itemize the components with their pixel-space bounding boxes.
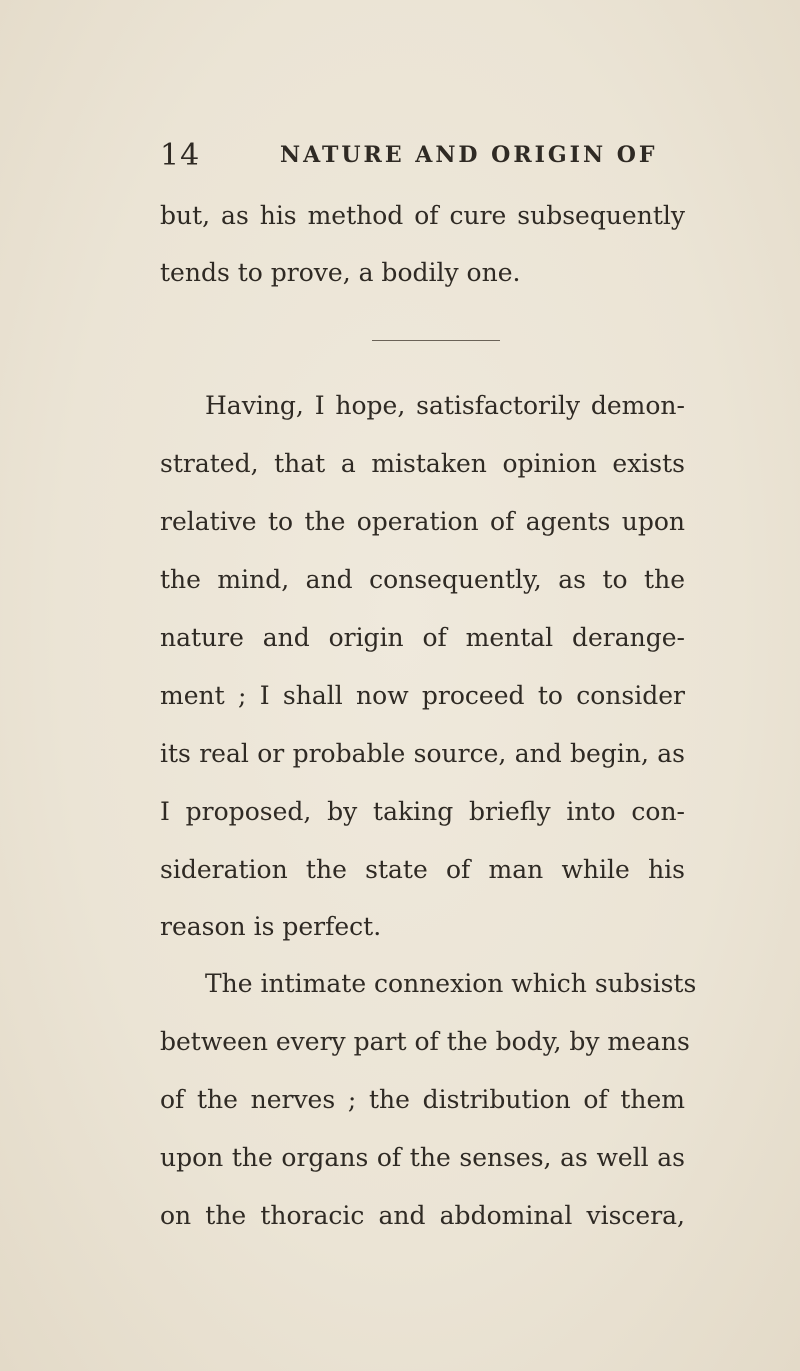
text-line: on the thoracic and abdominal viscera, — [160, 1201, 685, 1230]
text-line: reason is perfect. — [160, 912, 382, 941]
text-line: tends to prove, a bodily one. — [160, 258, 521, 287]
text-line: Having, I hope, satisfactorily demon- — [205, 391, 685, 420]
text-line: sideration the state of man while his — [160, 855, 685, 884]
text-line: but, as his method of cure subsequently — [160, 201, 685, 230]
text-line: strated, that a mistaken opinion exists — [160, 449, 685, 478]
text-line: upon the organs of the senses, as well as — [160, 1143, 685, 1172]
running-head: NATURE AND ORIGIN OF — [280, 142, 658, 168]
text-line: between every part of the body, by means — [160, 1027, 690, 1056]
page-number: 14 — [160, 138, 201, 173]
text-line: nature and origin of mental derange- — [160, 623, 685, 652]
text-line: relative to the operation of agents upon — [160, 507, 685, 536]
text-line: of the nerves ; the distribution of them — [160, 1085, 685, 1114]
text-line: ment ; I shall now proceed to consider — [160, 681, 685, 710]
text-line: the mind, and consequently, as to the — [160, 565, 685, 594]
text-line: its real or probable source, and begin, as — [160, 739, 685, 768]
page-header — [160, 138, 720, 178]
section-divider — [372, 340, 500, 341]
text-line: The intimate connexion which subsists — [205, 969, 697, 998]
text-line: I proposed, by taking briefly into con- — [160, 797, 685, 826]
